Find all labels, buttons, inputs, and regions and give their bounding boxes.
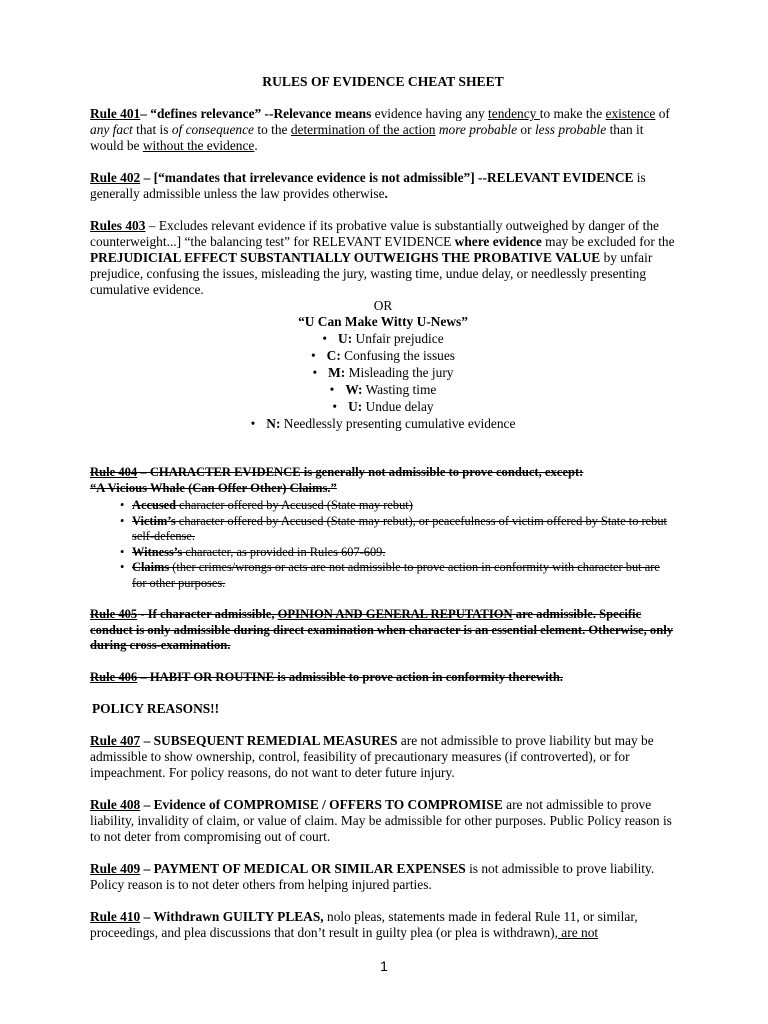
rule-402-paragraph: Rule 402 – [“mandates that irrelevance evidence is not admissible”] --RELEVANT EVIDENCE is generally admissible unless the law provides otherwise. [90, 170, 646, 201]
rule-404-item: • Witness’s character, as provided in Rules 607-609. [120, 545, 676, 561]
mnemonic-item: • M: Misleading the jury [312, 365, 454, 380]
rule-410-label: Rule 410 [90, 909, 141, 924]
rule-404-item: • Claims (ther crimes/wrongs or acts are not admissible to prove action in conformity with character but are for other purposes. [120, 560, 676, 591]
rule-410-paragraph: Rule 410 – Withdrawn GUILTY PLEAS, nolo pleas, statements made in federal Rule 11, or similar, proceedings, and plea discussions that don’t result in guilty plea (or plea is withdrawn), are not [90, 909, 638, 940]
rule-402-lead: – [“mandates that irrelevance evidence is not admissible”] --RELEVANT EVIDENCE [140, 170, 634, 185]
mnemonic-item: • C: Confusing the issues [310, 348, 456, 363]
rule-406-label: Rule 406 [90, 669, 138, 684]
rule-405-label: Rule 405 [90, 607, 138, 621]
rule-404-item: • Victim’s character offered by Accused (State may rebut), or peacefulness of victim offered by State to rebut self-defense. [120, 514, 676, 545]
rule-403-label: Rules 403 [90, 218, 146, 233]
mnemonic-phrase: “U Can Make Witty U-News” [298, 314, 468, 329]
mnemonic-item: • U: Unfair prejudice [322, 331, 444, 346]
mnemonic-item: • N: Needlessly presenting cumulative evidence [250, 416, 516, 431]
rule-409-paragraph: Rule 409 – PAYMENT OF MEDICAL OR SIMILAR EXPENSES is not admissible to prove liability. Policy reason is to not deter others from helping injured parties. [90, 861, 655, 892]
rule-404-section [90, 465, 676, 591]
rule-407-label: Rule 407 [90, 733, 141, 748]
mnemonic-or: OR [373, 298, 393, 313]
page-number: 1 [380, 958, 388, 974]
rule-406-paragraph: Rule 406 – HABIT OR ROUTINE is admissible to prove action in conformity therewith. [90, 669, 563, 684]
mnemonic-item: • U: Undue delay [332, 399, 434, 414]
rule-408-label: Rule 408 [90, 797, 141, 812]
policy-heading: POLICY REASONS!! [92, 701, 220, 716]
rule-404-phrase: “A Vicious Whale (Can Offer Other) Claims.” [90, 480, 337, 495]
rule-405-paragraph: Rule 405 - If character admissible, OPINION AND GENERAL REPUTATION are admissible. Specific conduct is only admissible during direct examination when character is an essential element. Otherwise, only during cross-examination. [90, 607, 674, 652]
rule-402-label: Rule 402 [90, 170, 141, 185]
rule-401-paragraph: Rule 401– “defines relevance” --Relevance means evidence having any tendency to make the existence of any fact that is of consequence to the determination of the action more probable or less probable than it would be without the evidence. [90, 106, 670, 153]
rule-404-label: Rule 404 [90, 465, 138, 479]
rule-401-lead: “defines relevance” --Relevance means [150, 106, 372, 121]
rule-404-heading: Rule 404 – CHARACTER EVIDENCE is generally not admissible to prove conduct, except: [90, 465, 584, 479]
rule-404-list [120, 498, 676, 591]
rule-403-paragraph: Rules 403 – Excludes relevant evidence if its probative value is substantially outweighed by danger of the counterweight...] “the balancing test” for RELEVANT EVIDENCE where evidence may be excluded for the PREJUDICIAL EFFECT SUBSTANTIALLY OUTWEIGHS THE PROBATIVE VALUE by unfair prejudice, confusing the issues, misleading the jury, wasting time, undue delay, or needlessly presenting cumulative evidence. [90, 218, 675, 297]
page-title: RULES OF EVIDENCE CHEAT SHEET [262, 74, 504, 89]
rule-404-item: • Accused character offered by Accused (State may rebut) [120, 498, 676, 514]
mnemonic-item: • W: Wasting time [329, 382, 437, 397]
rule-409-label: Rule 409 [90, 861, 141, 876]
rule-407-paragraph: Rule 407 – SUBSEQUENT REMEDIAL MEASURES are not admissible to prove liability but may be admissible to show ownership, control, feasibility of precautionary measures (if controverted), or for impeachment. For policy reasons, do not want to deter future injury. [90, 733, 654, 780]
document-page [90, 74, 676, 957]
mnemonic-list [90, 330, 676, 432]
rule-408-paragraph: Rule 408 – Evidence of COMPROMISE / OFFERS TO COMPROMISE are not admissible to prove liability, invalidity of claim, or value of claim. May be admissible for other purposes. Public Policy reason is to not deter from compromising out of court. [90, 797, 672, 844]
rule-401-label: Rule 401 [90, 106, 141, 121]
